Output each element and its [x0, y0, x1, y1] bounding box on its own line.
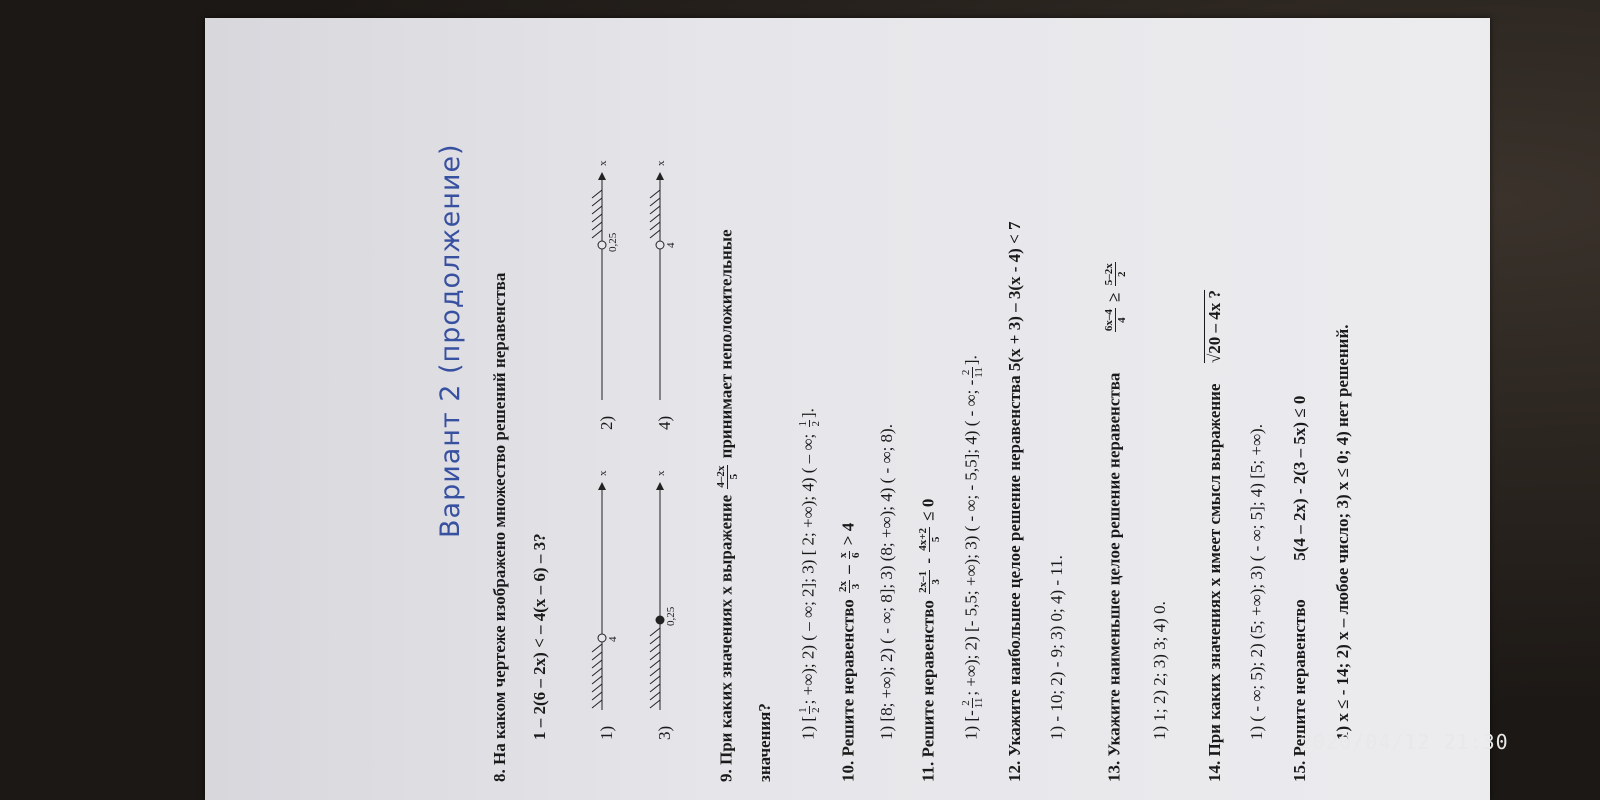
q9-text: 9. При каких значениях x выражение 4–2x 5 принимает неположительные — [715, 229, 740, 782]
q14-options: 1) ( - ∞; 5); 2) (5; +∞); 3) ( - ∞; 5]; 4) [5; +∞). — [1247, 424, 1266, 740]
q8-text: 8. На каком чертеже изображено множество решений неравенства — [490, 272, 509, 782]
q8-opt3-number: 3) — [655, 725, 674, 740]
q11-options: 1) [- 2 11 ; +∞); 2) [- 5,5; +∞); 3) ( - ∞; - 5,5]; 4) ( - ∞; - 2 11 ]. — [960, 355, 985, 740]
q8-number-line-4 — [638, 150, 678, 410]
q14-expression: √20 – 4x ? — [1205, 289, 1224, 364]
q8-number-line-1 — [580, 470, 620, 720]
q15-text: 15. Решите неравенство 5(4 – 2x) - 2(3 – 5x) ≤ 0 — [1290, 395, 1309, 782]
q8-opt2-point-label: 0,25 — [607, 232, 619, 252]
svg-text:x: x — [597, 160, 609, 166]
worksheet-paper — [205, 18, 1490, 800]
q8-opt4-point-label: 4 — [665, 242, 677, 248]
q12-text: 12. Укажите наибольшее целое решение неравенства 5(x + 3) – 3(x - 4) < 7 — [1005, 221, 1024, 782]
q13-text: 13. Укажите наименьшее целое решение неравенства 6x–4 4 ≥ 5–2x 2 — [1103, 263, 1128, 782]
q8-opt3-point-label: 0,25 — [665, 606, 677, 626]
q9-text-cont: значения? — [755, 703, 774, 782]
q8-opt1-number: 1) — [597, 725, 616, 740]
q9-options: 1) [ 1 2 ; +∞); 2) ( – ∞; 2]; 3) [ 2; +∞); 4) ( – ∞; 1 2 ]. — [797, 408, 822, 740]
q8-opt1-point-label: 4 — [607, 636, 619, 642]
q11-text: 11. Решите неравенство 2x–1 3 - 4x+2 5 ≤ 0 — [917, 498, 942, 782]
q12-options: 1) - 10; 2) - 9; 3) 0; 4) - 11. — [1047, 555, 1066, 740]
q10-options: 1) [8; +∞); 2) ( - ∞; 8]; 3) (8; +∞); 4) ( - ∞; 8). — [877, 424, 896, 740]
svg-text:x: x — [655, 470, 667, 476]
worksheet-content — [205, 18, 1490, 800]
q8-inequality: 1 – 2(6 – 2x) < – 4(x – 6) – 3? — [530, 533, 549, 740]
handwritten-title: Вариант 2 (продолжение) — [435, 143, 466, 538]
q8-opt4-number: 4) — [655, 415, 674, 430]
q15-options: 1) x ≤ - 14; 2) x – любое число; 3) x ≤ 0; 4) нет решений. — [1333, 324, 1352, 740]
q14-text: 14. При каких значениях x имеет смысл выражение √20 – 4x ? — [1205, 289, 1224, 782]
q10-text: 10. Решите неравенство 2x 3 – x 6 > 4 — [837, 522, 862, 782]
q13-options: 1) 1; 2) 2; 3) 3; 4) 0. — [1150, 601, 1169, 740]
q8-number-line-2 — [580, 150, 620, 410]
svg-text:x: x — [655, 160, 667, 166]
q8-number-line-3 — [638, 470, 678, 720]
svg-text:x: x — [597, 470, 609, 476]
q8-opt2-number: 2) — [597, 415, 616, 430]
photo-timestamp: 2020/04/12 21:30 — [1300, 730, 1509, 754]
